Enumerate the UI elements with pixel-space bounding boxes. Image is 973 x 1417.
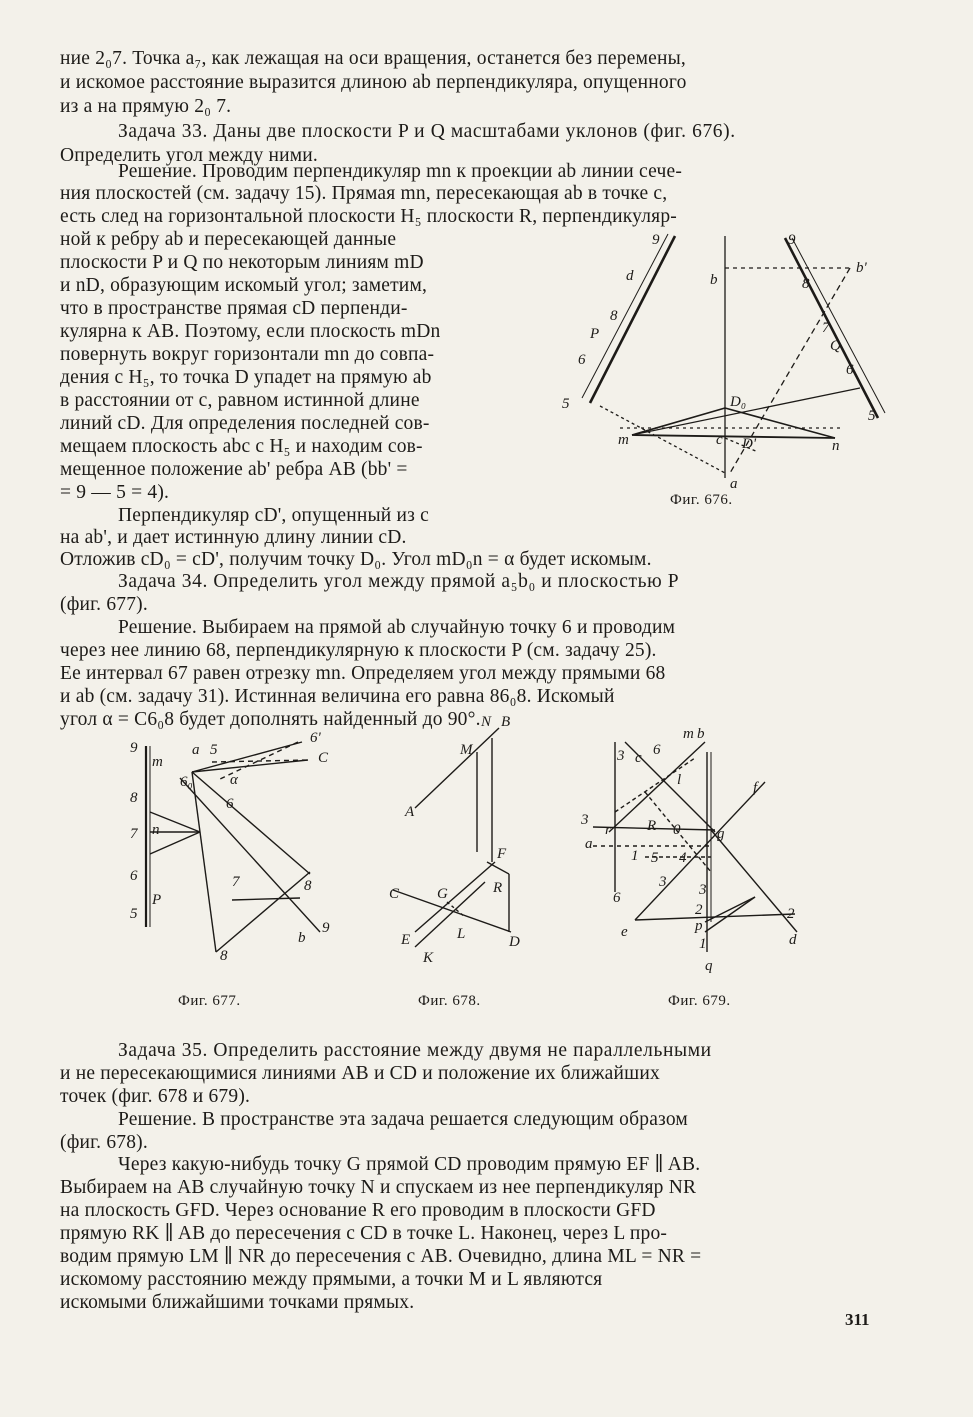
figure-679 xyxy=(575,722,815,982)
fig-label: 6 xyxy=(130,868,138,884)
fig-label: n xyxy=(152,822,160,838)
fig-label: 5 xyxy=(562,396,570,412)
fig-label: 3 xyxy=(617,748,625,764)
text-line: искомому расстоянию между прямыми, а точки M и L являются xyxy=(60,1269,603,1290)
fig-label: q xyxy=(705,958,713,974)
fig-label: 7 xyxy=(130,826,138,842)
text-line: Ее интервал 67 равен отрезку mn. Определяем угол между прямыми 68 xyxy=(60,663,666,684)
plane-q-scale-thin xyxy=(792,238,885,413)
fig-label: 6 xyxy=(846,362,854,378)
text-line: точек (фиг. 678 и 679). xyxy=(60,1086,251,1107)
fig-label: 6 xyxy=(226,796,234,812)
fig-label: B xyxy=(501,714,511,730)
text-line: = 9 — 5 = 4). xyxy=(60,482,170,503)
fig-label: 9 xyxy=(130,740,138,756)
fig-label: b xyxy=(298,930,306,946)
text-line: ние 2₀7. Точка a₇, как лежащая на оси вращения, останется без перемены, xyxy=(60,48,687,69)
fig-label: D₀ xyxy=(730,394,747,410)
line-60-8 xyxy=(192,772,216,952)
fig-label: 5 xyxy=(868,408,876,424)
fig-label: 7 xyxy=(822,320,830,336)
fig-label: m xyxy=(618,432,629,448)
figure-676 xyxy=(560,228,890,498)
fig-label: r xyxy=(605,822,611,838)
caption-fig-678: Фиг. 678. xyxy=(418,993,481,1009)
fig-label: 2 xyxy=(787,906,795,922)
fig-label: E xyxy=(401,932,411,948)
fig-label: M xyxy=(460,742,473,758)
caption-fig-679: Фиг. 679. xyxy=(668,993,731,1009)
text-line: Перпендикуляр cD', опущенный из c xyxy=(118,505,429,526)
fig-label: 9 xyxy=(652,232,660,248)
fig-label: 5 xyxy=(651,850,659,866)
fig-label: C xyxy=(318,750,329,766)
task-33-heading: Задача 33. Даны две плоскости P и Q масштабами уклонов (фиг. 676). xyxy=(118,121,736,142)
line-r xyxy=(487,862,509,874)
fig-label: b xyxy=(697,726,705,742)
fig-label: L xyxy=(457,926,466,942)
line-mn xyxy=(632,435,835,438)
fig-label: R xyxy=(647,818,657,834)
fig-label: 5 xyxy=(210,742,218,758)
fig-label: 6' xyxy=(310,730,321,746)
line-6-8 xyxy=(192,772,310,874)
fig-label: a xyxy=(192,742,200,758)
fig-label: K xyxy=(423,950,434,966)
fig-label: 6 xyxy=(653,742,661,758)
fig-label: d xyxy=(626,268,634,284)
text-line: мещенное положение ab' ребра AB (bb' = xyxy=(60,459,408,480)
fig-label: n xyxy=(832,438,840,454)
text-line: есть след на горизонтальной плоскости H₅ плоскости R, перпендикуляр- xyxy=(60,206,677,227)
fig-label: e xyxy=(621,924,628,940)
plane-p-scale xyxy=(590,236,675,403)
fig-label: f xyxy=(753,780,758,796)
triangle-side xyxy=(705,897,755,922)
line-kr xyxy=(415,882,485,947)
page-number: 311 xyxy=(845,1310,870,1329)
fig-label: 8 xyxy=(610,308,618,324)
fig-label: m xyxy=(683,726,694,742)
text-line: линий cD. Для определения последней сов- xyxy=(60,413,430,434)
fig-label: m xyxy=(152,754,163,770)
figure-678 xyxy=(385,712,535,972)
line-ab xyxy=(415,728,499,808)
text-line: и ab (см. задачу 31). Истинная величина его равна 86₀8. Искомый xyxy=(60,686,615,707)
fig-label: 8 xyxy=(304,878,312,894)
fig-label: D xyxy=(509,934,520,950)
fig-label: 2 xyxy=(695,902,703,918)
fig-label: 9 xyxy=(788,232,796,248)
text-line: Через какую-нибудь точку G прямой CD проводим прямую EF ∥ AB. xyxy=(118,1154,701,1175)
text-line: что в пространстве прямая cD перпенди- xyxy=(60,298,408,319)
fig-label: 8 xyxy=(220,948,228,964)
text-line: (фиг. 678). xyxy=(60,1132,148,1153)
text-line: и не пересекающимися линиями AB и CD и положение их ближайших xyxy=(60,1063,660,1084)
text-line: и искомое расстояние выразится длиною ab перпендикуляра, опущенного xyxy=(60,72,687,93)
fig-label: a xyxy=(730,476,738,492)
fig-label: D' xyxy=(742,436,757,452)
text-line: повернуть вокруг горизонтали mn до совпа- xyxy=(60,344,435,365)
text-line: кулярна к AB. Поэтому, если плоскость mDn xyxy=(60,321,441,342)
solution-35-start: Решение. В пространстве эта задача решается следующим образом xyxy=(118,1109,688,1130)
text-line: угол α = C6₀8 будет дополнять найденный до 90°. xyxy=(60,709,481,730)
fig-label: C xyxy=(389,886,400,902)
fig-label: 8 xyxy=(130,790,138,806)
line-a-6prime xyxy=(192,742,302,772)
triangle-side xyxy=(705,897,755,932)
plane-p-scale-thin xyxy=(582,234,668,398)
task-35-heading: Задача 35. Определить расстояние между двумя не параллельными xyxy=(118,1040,712,1061)
text-line: Отложив cD₀ = cD', получим точку D₀. Угол mD₀n = α будет искомым. xyxy=(60,549,652,570)
fig-label: b' xyxy=(856,260,867,276)
fig-label: A xyxy=(405,804,415,820)
task-34-heading: Задача 34. Определить угол между прямой a₅b₀ и плоскостью P xyxy=(118,571,680,592)
figure-677 xyxy=(120,722,360,972)
fig-label: P xyxy=(152,892,162,908)
fig-label: 3 xyxy=(659,874,667,890)
text-line: из a на прямую 2₀ 7. xyxy=(60,96,232,117)
fig-label: g xyxy=(717,826,725,842)
fig-label: 3 xyxy=(699,882,707,898)
text-line: ния плоскостей (см. задачу 15). Прямая mn, пересекающая ab в точке c, xyxy=(60,183,668,204)
fig-label: F xyxy=(497,846,507,862)
text-line: Определить угол между ними. xyxy=(60,145,318,166)
fig-label: c xyxy=(635,750,642,766)
text-line: плоскости P и Q по некоторым линиям mD xyxy=(60,252,424,273)
fig-label: 1 xyxy=(631,848,639,864)
text-line: через нее линию 68, перпендикулярную к плоскости P (см. задачу 25). xyxy=(60,640,657,661)
fig-label: 5 xyxy=(130,906,138,922)
fig-label: 6 xyxy=(613,890,621,906)
fig-label: 1 xyxy=(699,936,707,952)
fig-label: 3 xyxy=(581,812,589,828)
fig-label: 6₀ xyxy=(180,774,193,790)
solution-33-start: Решение. Проводим перпендикуляр mn к проекции ab линии сече- xyxy=(118,161,683,182)
line-b-9 xyxy=(180,778,320,932)
fig-label: α xyxy=(230,772,238,788)
fig-label: P xyxy=(590,326,600,342)
text-line: на плоскость GFD. Через основание R его проводим в плоскости GFD xyxy=(60,1200,656,1221)
fig-label: N xyxy=(481,714,492,730)
text-line: искомыми ближайшими точками прямых. xyxy=(60,1292,415,1313)
line-m-d0 xyxy=(632,408,725,435)
fig-label: a xyxy=(585,836,593,852)
fig-label: G xyxy=(437,886,448,902)
fig-label: R xyxy=(493,880,503,896)
fig-label: 6 xyxy=(578,352,586,368)
line-cd xyxy=(393,890,511,932)
fig-label: l xyxy=(677,772,682,788)
fig-label: 8 xyxy=(802,276,810,292)
caption-fig-676: Фиг. 676. xyxy=(670,492,733,508)
text-line: ной к ребру ab и пересекающей данные xyxy=(60,229,397,250)
fig-label: 0 xyxy=(673,822,681,838)
text-line: дения с H₅, то точка D упадет на прямую ab xyxy=(60,367,432,388)
text-line: на ab', и дает истинную длину линии cD. xyxy=(60,527,407,548)
line-8-8 xyxy=(216,872,310,952)
fig-label: Q xyxy=(830,338,841,354)
text-line: мещаем плоскость abc с H₅ и находим сов- xyxy=(60,436,423,457)
fig-label: c xyxy=(716,432,723,448)
fig-label: b xyxy=(710,272,718,288)
caption-fig-677: Фиг. 677. xyxy=(178,993,241,1009)
fig-label: 4 xyxy=(679,850,687,866)
fig-label: 9 xyxy=(322,920,330,936)
text-line: и nD, образующим искомый угол; заметим, xyxy=(60,275,428,296)
solution-34-start: Решение. Выбираем на прямой ab случайную точку 6 и проводим xyxy=(118,617,676,638)
fig-label: d xyxy=(789,932,797,948)
text-line: прямую RK ∥ AB до пересечения с CD в точке L. Наконец, через L про- xyxy=(60,1223,668,1244)
text-line: водим прямую LM ∥ NR до пересечения с AB. Очевидно, длина ML = NR = xyxy=(60,1246,702,1267)
fig-label: 7 xyxy=(232,874,240,890)
text-line: (фиг. 677). xyxy=(60,594,148,615)
fig-label: p xyxy=(695,918,703,934)
text-line: Выбираем на AB случайную точку N и спускаем из нее перпендикуляр NR xyxy=(60,1177,697,1198)
text-line: в расстоянии от c, равном истинной длине xyxy=(60,390,420,411)
